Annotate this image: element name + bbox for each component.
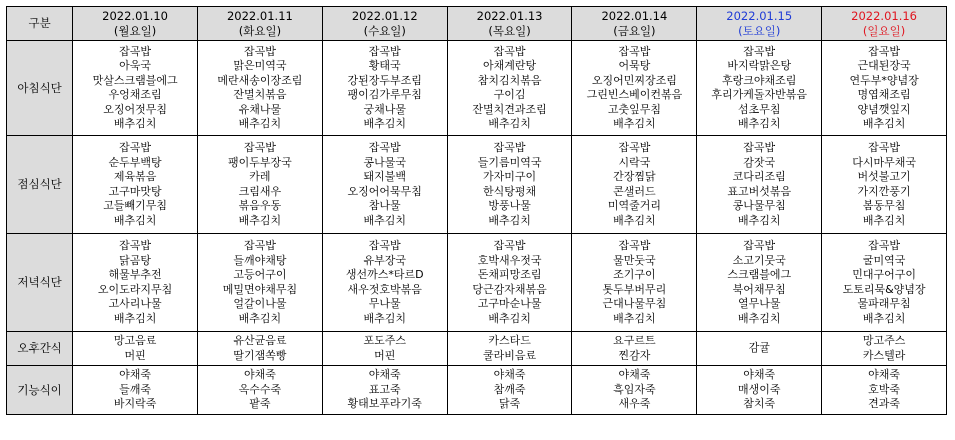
- menu-item: 옥수수죽: [238, 382, 282, 396]
- menu-item: 호박죽: [868, 382, 901, 396]
- day-date: 2022.01.13: [476, 9, 543, 23]
- menu-item: 명엽채조림: [857, 88, 911, 101]
- menu-item: 잡곡밥: [368, 44, 401, 58]
- menu-item: 야채죽: [493, 368, 526, 382]
- meal-label: 점심식단: [7, 136, 73, 234]
- menu-item: 제육볶음: [113, 170, 157, 183]
- menu-item: 어묵탕: [618, 59, 651, 72]
- menu-item: 잡곡밥: [743, 141, 776, 154]
- day-of-week: (일요일): [862, 23, 906, 38]
- menu-item: 딸기잼쏙빵: [233, 348, 287, 362]
- menu-cell: [447, 41, 572, 136]
- menu-cell: [73, 136, 198, 234]
- dinner-row: [7, 234, 947, 332]
- menu-item: 잡곡밥: [618, 141, 651, 154]
- menu-item: 오징어어묵무침: [347, 184, 422, 198]
- menu-cell: [822, 366, 947, 415]
- day-date: 2022.01.15: [726, 9, 793, 23]
- weekly-menu-table: [6, 6, 947, 415]
- menu-cell: [447, 366, 572, 415]
- day-date: 2022.01.11: [226, 9, 293, 23]
- menu-item: 바지락죽: [113, 397, 157, 411]
- meal-label: 아침식단: [7, 41, 73, 136]
- menu-cell: [572, 234, 697, 332]
- menu-cell: [198, 136, 323, 234]
- menu-item: 닭곰탕: [119, 253, 152, 267]
- menu-cell: [572, 366, 697, 415]
- menu-item: 물만둣국: [613, 253, 656, 267]
- menu-item: 황태국: [368, 59, 401, 72]
- menu-item: 팽이두부장국: [228, 155, 292, 169]
- menu-item: 오이도라지무침: [97, 282, 173, 296]
- menu-cell: [697, 41, 822, 136]
- menu-item: 카스텔라: [862, 348, 906, 362]
- menu-item: 쿨라비음료: [483, 348, 537, 362]
- menu-item: 물파래무침: [857, 297, 911, 310]
- menu-item: 황태보푸라기죽: [347, 397, 422, 411]
- menu-item: 잡곡밥: [493, 141, 526, 154]
- menu-item: 팽이김가루무침: [347, 88, 422, 101]
- menu-cell: [198, 41, 323, 136]
- menu-item: 배추김치: [613, 213, 656, 227]
- menu-item: 배추김치: [737, 213, 781, 227]
- menu-item: 호박새우젓국: [477, 253, 542, 267]
- menu-item: 소고기뭇국: [732, 253, 786, 267]
- menu-item: 미역줄거리: [607, 199, 661, 212]
- menu-item: 매생이죽: [737, 382, 781, 396]
- day-header: [697, 7, 822, 41]
- menu-item: 새우죽: [618, 397, 651, 411]
- menu-item: 후리가케돌자반볶음: [711, 88, 808, 101]
- menu-item: 얼갈이나물: [233, 297, 287, 310]
- menu-item: 톳두부버무리: [602, 282, 667, 296]
- menu-item: 잡곡밥: [368, 141, 401, 154]
- menu-cell: [73, 366, 198, 415]
- menu-item: 생선까스*타르D: [345, 268, 424, 281]
- menu-item: 배추김치: [488, 117, 531, 130]
- menu-item: 섬초무침: [737, 102, 781, 116]
- menu-item: 고구마맛탕: [108, 184, 162, 198]
- menu-cell: [322, 41, 447, 136]
- day-header: [322, 7, 447, 41]
- menu-item: 야채죽: [368, 368, 401, 382]
- menu-item: 잡곡밥: [493, 239, 526, 252]
- menu-item: 콘샐러드: [613, 184, 656, 198]
- menu-cell: [822, 41, 947, 136]
- menu-item: 고춧잎무침: [607, 102, 661, 116]
- day-header: [73, 7, 198, 41]
- menu-item: 배추김치: [363, 311, 406, 325]
- menu-cell: [572, 136, 697, 234]
- menu-item: 배추김치: [363, 213, 406, 227]
- menu-item: 유채나물: [238, 102, 282, 116]
- day-date: 2022.01.10: [102, 9, 169, 23]
- menu-item: 찐감자: [618, 348, 651, 362]
- menu-item: 배추김치: [113, 117, 157, 130]
- menu-item: 흑임자죽: [613, 382, 656, 396]
- menu-item: 고등어구이: [233, 268, 287, 281]
- menu-item: 야채죽: [119, 368, 152, 382]
- menu-item: 카스타드: [488, 334, 531, 347]
- menu-item: 망고주스: [862, 334, 906, 347]
- day-of-week: (토요일): [738, 23, 781, 38]
- menu-item: 잡곡밥: [119, 239, 152, 252]
- meal-label: 저녁식단: [7, 234, 73, 332]
- menu-item: 배추김치: [613, 117, 656, 130]
- menu-cell: [447, 234, 572, 332]
- header-label: 구분: [7, 7, 73, 41]
- header-row: [7, 7, 947, 41]
- menu-item: 잡곡밥: [618, 239, 651, 252]
- menu-item: 배추김치: [613, 311, 656, 325]
- menu-item: 맑은미역국: [233, 59, 287, 72]
- day-header: [447, 7, 572, 41]
- menu-cell: [697, 136, 822, 234]
- menu-cell: [322, 234, 447, 332]
- menu-item: 스크램블에그: [727, 268, 792, 281]
- menu-item: 잔멸치견과조림: [472, 102, 547, 116]
- menu-item: 잡곡밥: [743, 44, 776, 58]
- menu-item: 크림새우: [238, 184, 282, 198]
- menu-item: 참치죽: [743, 397, 776, 411]
- menu-item: 배추김치: [363, 117, 406, 130]
- day-header: [198, 7, 323, 41]
- menu-item: 궁채나물: [363, 102, 406, 116]
- day-header: [572, 7, 697, 41]
- menu-item: 야채죽: [243, 368, 276, 382]
- menu-cell: [322, 332, 447, 366]
- menu-item: 봄동무침: [862, 199, 906, 212]
- menu-item: 견과죽: [868, 397, 901, 411]
- menu-item: 잔멸치볶음: [233, 88, 287, 101]
- menu-item: 볶음우동: [238, 199, 282, 212]
- menu-item: 후랑크야채조림: [722, 73, 797, 87]
- menu-item: 구이김: [493, 88, 526, 101]
- menu-item: 들깨죽: [119, 382, 152, 396]
- meal-label: 기능식이: [7, 366, 73, 415]
- breakfast-row: [7, 41, 947, 136]
- menu-cell: [73, 234, 198, 332]
- menu-item: 잡곡밥: [618, 44, 651, 58]
- menu-item: 망고음료: [113, 334, 157, 347]
- menu-item: 잡곡밥: [119, 141, 152, 154]
- menu-item: 돈채피망조림: [477, 268, 542, 281]
- menu-item: 콩나물무침: [732, 199, 786, 212]
- menu-item: 유산균음료: [233, 334, 287, 347]
- day-header: [822, 7, 947, 41]
- day-of-week: (금요일): [613, 23, 656, 38]
- menu-cell: [198, 234, 323, 332]
- menu-item: 오징어민찌장조림: [591, 73, 677, 87]
- menu-cell: [697, 332, 822, 366]
- menu-item: 잡곡밥: [243, 141, 276, 154]
- menu-item: 잡곡밥: [868, 44, 901, 58]
- menu-item: 근대된장국: [857, 59, 911, 72]
- day-date: 2022.01.12: [351, 9, 418, 23]
- menu-item: 가자미구이: [483, 170, 537, 183]
- snack-row: [7, 332, 947, 366]
- menu-item: 유부장국: [363, 253, 406, 267]
- menu-item: 가지깐풍기: [857, 184, 911, 198]
- menu-item: 배추김치: [862, 117, 906, 130]
- menu-item: 방풍나물: [488, 199, 531, 212]
- menu-item: 배추김치: [113, 213, 157, 227]
- menu-item: 잡곡밥: [243, 44, 276, 58]
- menu-item: 간장찜닭: [613, 170, 656, 183]
- menu-item: 우엉채조림: [108, 88, 162, 101]
- menu-item: 근대나물무침: [602, 297, 667, 310]
- day-of-week: (월요일): [113, 23, 157, 38]
- menu-item: 한식탕평채: [483, 184, 537, 198]
- menu-item: 잡곡밥: [493, 44, 526, 58]
- day-date: 2022.01.14: [601, 9, 668, 23]
- menu-item: 배추김치: [488, 311, 531, 325]
- menu-item: 조기구이: [613, 268, 656, 281]
- menu-item: 들깨야채탕: [233, 253, 287, 267]
- menu-cell: [322, 366, 447, 415]
- menu-item: 시락국: [618, 155, 651, 169]
- menu-item: 배추김치: [737, 117, 781, 130]
- menu-item: 다시마무채국: [852, 155, 916, 169]
- menu-item: 버섯불고기: [857, 170, 911, 183]
- menu-item: 배추김치: [238, 117, 282, 130]
- menu-item: 참깨죽: [493, 382, 526, 396]
- menu-item: 표고버섯볶음: [727, 184, 792, 198]
- menu-item: 연두부*양념장: [849, 73, 919, 87]
- menu-item: 메밀면야채무침: [222, 282, 298, 296]
- menu-cell: [697, 234, 822, 332]
- menu-item: 들기름미역국: [477, 155, 542, 169]
- menu-item: 고사리나물: [108, 297, 162, 310]
- menu-item: 잡곡밥: [119, 44, 152, 58]
- menu-body: [7, 41, 947, 415]
- menu-item: 아채계란탕: [483, 59, 537, 72]
- menu-item: 잡곡밥: [243, 239, 276, 252]
- menu-item: 배추김치: [238, 213, 282, 227]
- menu-item: 당근감자채볶음: [472, 282, 547, 296]
- lunch-row: [7, 136, 947, 234]
- menu-item: 야채죽: [868, 368, 901, 382]
- menu-item: 머핀: [124, 348, 146, 362]
- menu-item: 오징어젓무침: [103, 102, 167, 116]
- menu-item: 포도주스: [363, 334, 406, 347]
- menu-item: 배추김치: [113, 311, 157, 325]
- menu-item: 무나물: [368, 297, 401, 310]
- menu-item: 돼지불백: [363, 170, 406, 183]
- menu-item: 굴미역국: [862, 253, 906, 267]
- menu-item: 표고죽: [368, 382, 401, 396]
- menu-item: 참나물: [368, 199, 401, 212]
- menu-item: 배추김치: [862, 213, 906, 227]
- menu-item: 콩나물국: [363, 155, 406, 169]
- menu-item: 야채죽: [743, 368, 776, 382]
- menu-item: 강된장두부조림: [347, 73, 422, 87]
- menu-cell: [822, 234, 947, 332]
- menu-item: 순두부백탕: [108, 155, 162, 169]
- special-diet-row: [7, 366, 947, 415]
- day-of-week: (목요일): [488, 23, 531, 38]
- menu-item: 메란새송이장조림: [217, 73, 303, 87]
- menu-cell: [822, 136, 947, 234]
- menu-item: 북어채무침: [732, 282, 786, 296]
- menu-item: 배추김치: [862, 311, 906, 325]
- menu-item: 배추김치: [238, 311, 282, 325]
- menu-item: 닭죽: [498, 397, 521, 411]
- menu-item: 잡곡밥: [743, 239, 776, 252]
- menu-cell: [198, 366, 323, 415]
- menu-item: 민대구어구이: [852, 268, 916, 281]
- menu-cell: [447, 136, 572, 234]
- day-of-week: (수요일): [363, 23, 406, 38]
- menu-cell: [322, 136, 447, 234]
- menu-item: 열무나물: [737, 297, 781, 310]
- menu-item: 요구르트: [613, 334, 656, 347]
- menu-item: 도토리묵&양념장: [842, 282, 926, 296]
- menu-item: 바지락맑은탕: [727, 59, 792, 72]
- menu-item: 배추김치: [488, 213, 531, 227]
- menu-item: 감잣국: [743, 155, 776, 169]
- menu-cell: [697, 366, 822, 415]
- day-date: 2022.01.16: [851, 9, 917, 23]
- menu-item: 잡곡밥: [868, 141, 901, 154]
- menu-item: 팥죽: [249, 397, 271, 411]
- menu-item: 맛살스크램블에그: [92, 73, 178, 87]
- menu-item: 잡곡밥: [368, 239, 401, 252]
- menu-item: 야채죽: [618, 368, 651, 382]
- menu-cell: [73, 332, 198, 366]
- menu-item: 카레: [249, 170, 271, 183]
- menu-item: 아욱국: [119, 59, 152, 72]
- menu-cell: [198, 332, 323, 366]
- menu-cell: [572, 332, 697, 366]
- menu-item: 머핀: [374, 348, 396, 362]
- menu-item: 양념깻잎지: [857, 102, 911, 116]
- meal-label: 오후간식: [7, 332, 73, 366]
- menu-cell: [822, 332, 947, 366]
- menu-cell: [447, 332, 572, 366]
- menu-item: 고구마순나물: [477, 297, 542, 310]
- menu-item: 그린빈스베이컨볶음: [586, 88, 683, 101]
- menu-cell: [572, 41, 697, 136]
- menu-item: 감귤: [748, 341, 770, 355]
- menu-cell: [73, 41, 198, 136]
- menu-item: 해물부추전: [108, 268, 162, 281]
- menu-item: 코다리조림: [732, 170, 786, 183]
- menu-item: 잡곡밥: [868, 239, 901, 252]
- day-of-week: (화요일): [238, 23, 282, 38]
- menu-item: 고들빼기무침: [103, 199, 167, 212]
- menu-item: 참치김치볶음: [477, 73, 542, 87]
- menu-item: 배추김치: [737, 311, 781, 325]
- menu-item: 새우젓호박볶음: [347, 282, 422, 296]
